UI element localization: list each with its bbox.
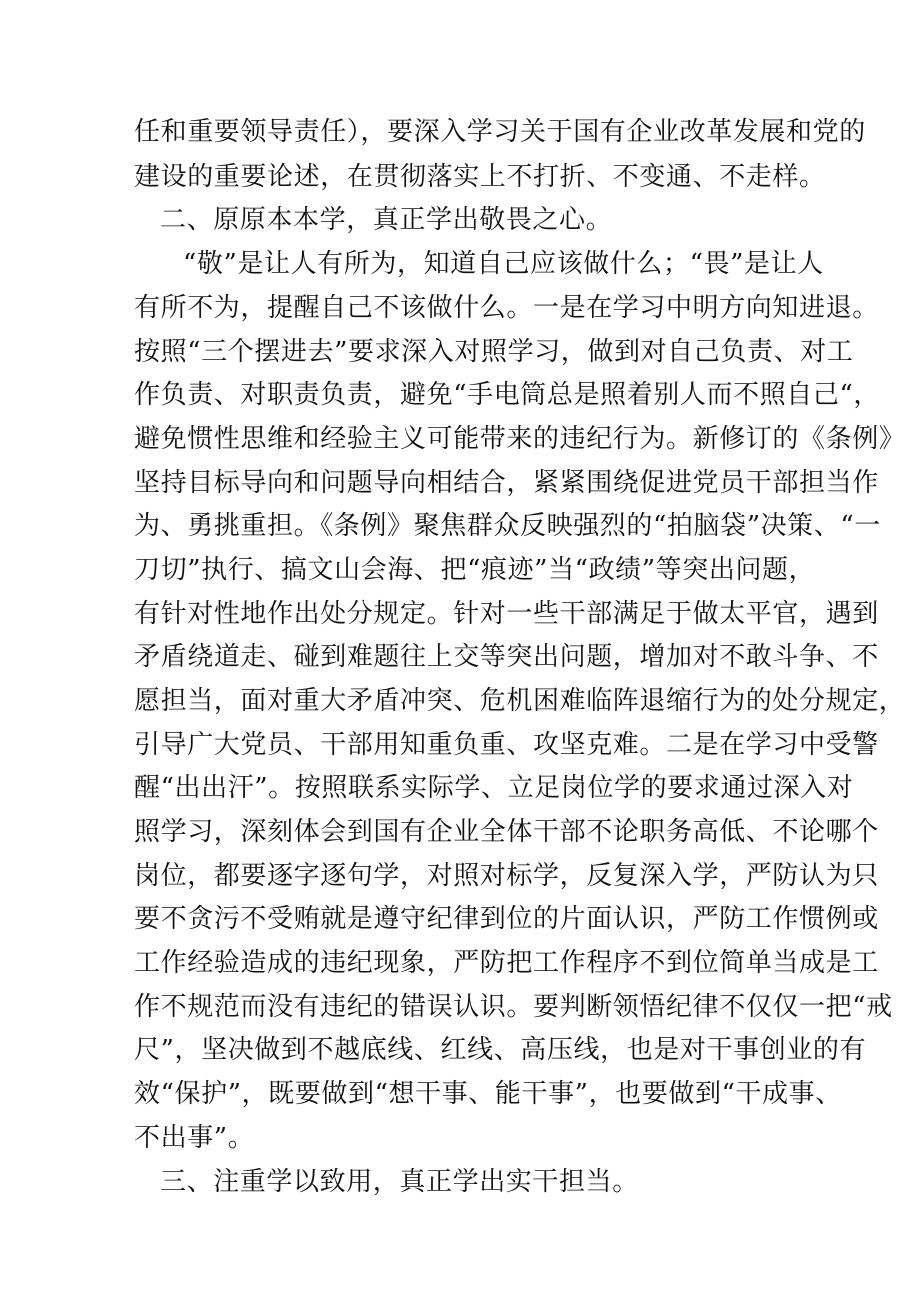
- body-text-line: 工作经验造成的违纪现象，严防把工作程序不到位简单当成是工: [134, 948, 879, 978]
- body-text-line: 有所不为，提醒自己不该做什么。一是在学习中明方向知进退。: [134, 293, 879, 323]
- body-text-line: 尺”，坚决做到不越底线、红线、高压线，也是对干事创业的有: [134, 1035, 867, 1065]
- body-text-line: 效“保护”，既要做到“想干事、能干事”，也要做到“干成事、: [134, 1079, 842, 1109]
- body-text-line: 坚持目标导向和问题导向相结合，紧紧围绕促进党员干部担当作: [134, 468, 879, 498]
- body-text-line: 为、勇挑重担。《条例》聚焦群众反映强烈的“拍脑袋”决策、“一: [134, 511, 881, 541]
- paragraph-first-line: “敬”是让人有所为，知道自己应该做什么；“畏”是让人: [183, 249, 824, 279]
- paragraph-last-line: 不出事”。: [134, 1123, 255, 1153]
- section-heading-2: 二、原原本本学，真正学出敬畏之心。: [160, 205, 613, 235]
- body-text-line: 岗位，都要逐字逐句学，对照对标学，反复深入学，严防认为只: [134, 861, 879, 891]
- body-text-line: 引导广大党员、干部用知重负重、攻坚克难。二是在学习中受警: [134, 730, 879, 760]
- body-text-line: 愿担当，面对重大矛盾冲突、危机困难临阵退缩行为的处分规定，: [134, 686, 906, 716]
- body-text-line: 作负责、对职责负责，避免“手电筒总是照着别人而不照自己“，: [134, 380, 880, 410]
- body-text-line: 要不贪污不受贿就是遵守纪律到位的片面认识，严防工作惯例或: [134, 904, 879, 934]
- body-text-line: 醒“出出汗”。按照联系实际学、立足岗位学的要求通过深入对: [134, 773, 854, 803]
- body-text-line: 有针对性地作出处分规定。针对一些干部满足于做太平官，遇到: [134, 599, 879, 629]
- body-text-line: 按照“三个摆进去”要求深入对照学习，做到对自己负责、对工: [134, 337, 854, 367]
- body-text-line: 任和重要领导责任），要深入学习关于国有企业改革发展和党的: [134, 117, 866, 147]
- body-text-line: 避免惯性思维和经验主义可能带来的违纪行为。新修订的《条例》: [134, 424, 906, 454]
- body-text-line: 照学习，深刻体会到国有企业全体干部不论职务高低、不论哪个: [134, 817, 879, 847]
- body-text-line: 矛盾绕道走、碰到难题往上交等突出问题，增加对不敢斗争、不: [134, 642, 879, 672]
- section-heading-3: 三、注重学以致用，真正学出实干担当。: [160, 1167, 639, 1197]
- body-text-line: 作不规范而没有违纪的错误认识。要判断领悟纪律不仅仅一把“戒: [134, 992, 893, 1022]
- body-text-line: 建设的重要论述，在贯彻落实上不打折、不变通、不走样。: [134, 162, 826, 192]
- body-text-line: 刀切”执行、搞文山会海、把“痕迹”当“政绩”等突出问题，: [134, 555, 816, 585]
